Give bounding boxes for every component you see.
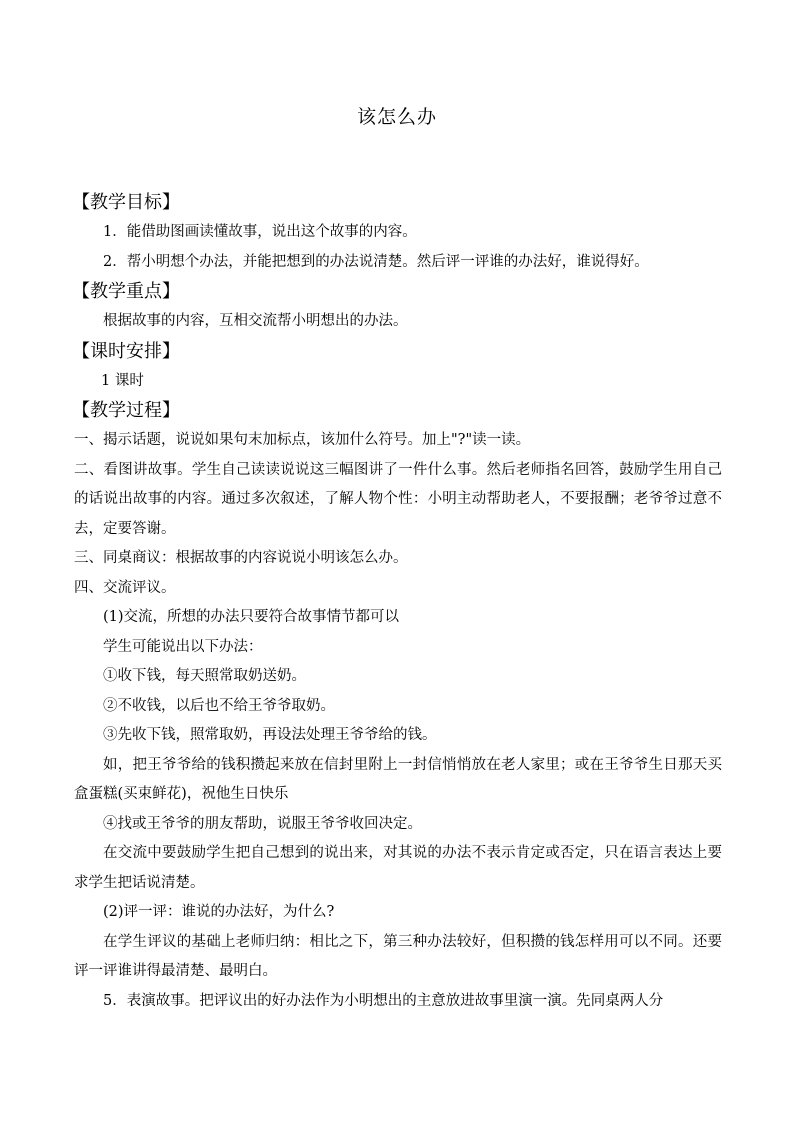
option-item: ③先收下钱，照常取奶，再设法处理王爷爷给的钱。 bbox=[103, 727, 437, 743]
example-text: 如，把王爷爷给的钱积攒起来放在信封里附上一封信悄悄放在老人家里；或在王爷爷生日那天买盒蛋糕(买束鲜花)，祝他生日快乐 bbox=[74, 756, 722, 802]
document-body bbox=[74, 188, 722, 1016]
section-heading-focus: 【教学重点】 bbox=[72, 281, 180, 302]
process-step: 5．表演故事。把评议出的好办法作为小明想出的主意放进故事里演一演。先同桌两人分 bbox=[103, 992, 664, 1009]
process-text: 学生可能说出以下办法： bbox=[103, 638, 263, 655]
process-substep: (2)评一评：谁说的办法好，为什么? bbox=[103, 904, 335, 920]
process-step: 二、看图讲故事。学生自己读读说说这三幅图讲了一件什么事。然后老师指名回答，鼓励学生用自己的话说出故事的内容。通过多次叙述，了解人物个性：小明主动帮助老人，不要报酬；老爷爷过意不去，定要答谢。 bbox=[74, 461, 722, 537]
section-heading-goals: 【教学目标】 bbox=[72, 192, 180, 213]
option-item: ②不收钱，以后也不给王爷爷取奶。 bbox=[103, 697, 335, 714]
option-item: ①收下钱，每天照常取奶送奶。 bbox=[103, 668, 306, 684]
schedule-text: 1 课时 bbox=[101, 372, 144, 389]
process-step: 三、同桌商议：根据故事的内容说说小明该怎么办。 bbox=[74, 550, 408, 566]
page-title: 该怎么办 bbox=[356, 106, 437, 128]
process-step: 四、交流评议。 bbox=[74, 579, 176, 596]
process-note: 在学生评议的基础上老师归纳：相比之下，第三种办法较好，但积攒的钱怎样用可以不同。还要评一评谁讲得最清楚、最明白。 bbox=[74, 933, 722, 979]
focus-text: 根据故事的内容，互相交流帮小明想出的办法。 bbox=[103, 313, 408, 329]
process-note: 在交流中要鼓励学生把自己想到的说出来，对其说的办法不表示肯定或否定，只在语言表达上要求学生把话说清楚。 bbox=[74, 845, 722, 891]
section-heading-process: 【教学过程】 bbox=[72, 400, 180, 421]
goal-item: 1．能借助图画读懂故事，说出这个故事的内容。 bbox=[103, 224, 417, 240]
process-substep: (1)交流，所想的办法只要符合故事情节都可以 bbox=[103, 609, 400, 625]
option-item: ④找或王爷爷的朋友帮助，说服王爷爷收回决定。 bbox=[103, 815, 422, 832]
process-step: 一、揭示话题，说说如果句末加标点，该加什么符号。加上"?"读一读。 bbox=[74, 432, 531, 448]
goal-item: 2．帮小明想个办法，并能把想到的办法说清楚。然后评一评谁的办法好，谁说得好。 bbox=[103, 253, 649, 270]
section-heading-schedule: 【课时安排】 bbox=[72, 340, 180, 362]
